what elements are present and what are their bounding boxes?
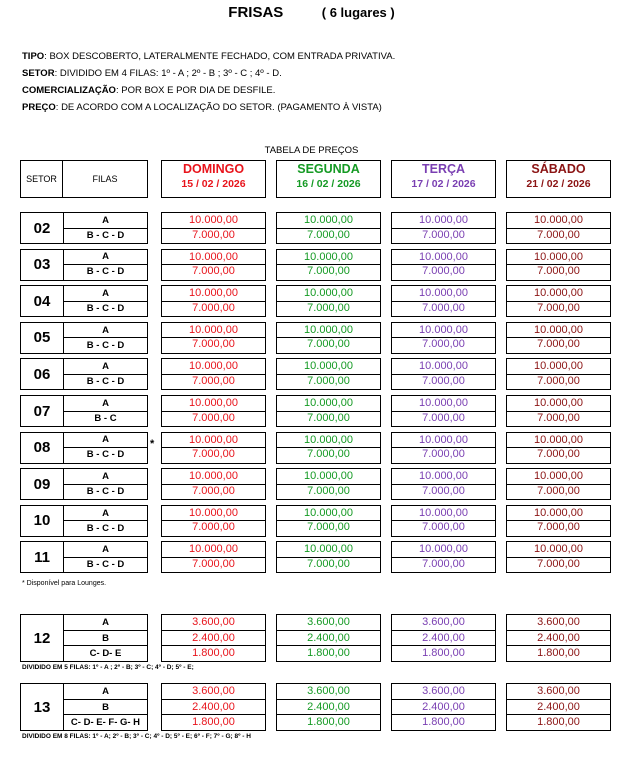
filas-column — [63, 359, 147, 389]
price-cell — [506, 432, 611, 464]
price-value: 2.400,00 — [507, 630, 610, 645]
price-value: 10.000,00 — [304, 250, 353, 263]
price-value: 10.000,00 — [419, 506, 468, 519]
price-value: 10.000,00 — [189, 360, 238, 373]
fila-label: B - C - D — [64, 228, 147, 243]
price-value: 7.000,00 — [277, 411, 380, 426]
info-text: : DE ACORDO COM A LOCALIZAÇÃO DO SETOR. (PAGAMENTO À VISTA) — [55, 102, 382, 113]
price-value: 7.000,00 — [507, 264, 610, 279]
price-cell — [391, 614, 496, 662]
price-value: 10.000,00 — [534, 360, 583, 373]
price-value: 7.000,00 — [162, 301, 265, 316]
price-value: 7.000,00 — [277, 557, 380, 572]
price-value: 10.000,00 — [304, 323, 353, 336]
price-cell — [391, 322, 496, 354]
price-cell — [391, 395, 496, 427]
info-label: PREÇO — [22, 102, 56, 113]
sector-number: 04 — [33, 292, 51, 310]
sector-number: 13 — [33, 698, 51, 716]
price-value: 7.000,00 — [277, 228, 380, 243]
fila-label: A — [102, 397, 109, 409]
price-value: 7.000,00 — [277, 301, 380, 316]
price-value: 7.000,00 — [277, 484, 380, 499]
price-value: 7.000,00 — [162, 557, 265, 572]
fila-label: C- D- E — [64, 645, 147, 660]
price-value: 3.600,00 — [307, 616, 350, 628]
price-cell — [391, 285, 496, 317]
price-value: 7.000,00 — [277, 337, 380, 352]
info-tipo — [22, 51, 395, 62]
sector-row — [20, 505, 148, 537]
price-value: 7.000,00 — [392, 484, 495, 499]
sector-number: 02 — [33, 219, 51, 237]
fila-label: B — [64, 630, 147, 645]
price-cell — [276, 468, 381, 500]
price-cell — [506, 683, 611, 731]
price-value: 1.800,00 — [392, 714, 495, 729]
price-cell — [506, 468, 611, 500]
price-cell — [276, 285, 381, 317]
price-cell — [161, 212, 266, 244]
price-cell — [161, 468, 266, 500]
price-value: 10.000,00 — [189, 287, 238, 300]
price-value: 10.000,00 — [189, 543, 238, 556]
sector-number: 08 — [33, 439, 51, 457]
fila-label: C- D- E- F- G- H — [64, 714, 147, 729]
sector-row — [20, 683, 148, 731]
info-text: : POR BOX E POR DIA DE DESFILE. — [115, 85, 276, 96]
price-cell — [506, 614, 611, 662]
price-value: 3.600,00 — [192, 616, 235, 628]
price-value: 1.800,00 — [162, 714, 265, 729]
info-label: SETOR — [22, 68, 55, 79]
price-value: 3.600,00 — [422, 616, 465, 628]
filas-column — [63, 469, 147, 499]
price-value: 3.600,00 — [537, 685, 580, 697]
day-date: 15 / 02 / 2026 — [181, 178, 246, 190]
price-value: 3.600,00 — [537, 616, 580, 628]
fila-label: A — [102, 287, 109, 299]
fila-label: A — [102, 686, 109, 697]
price-value: 10.000,00 — [419, 360, 468, 373]
price-cell — [276, 683, 381, 731]
price-cell — [161, 432, 266, 464]
info-label: TIPO — [22, 51, 45, 62]
price-cell — [391, 432, 496, 464]
fila-label: A — [102, 507, 109, 519]
price-value: 10.000,00 — [419, 323, 468, 336]
price-value: 1.800,00 — [507, 645, 610, 660]
fila-label: B - C - D — [64, 557, 147, 572]
price-value: 10.000,00 — [534, 323, 583, 336]
price-value: 1.800,00 — [392, 645, 495, 660]
price-value: 7.000,00 — [392, 447, 495, 462]
day-name: SÁBADO — [531, 162, 586, 176]
price-value: 1.800,00 — [277, 645, 380, 660]
price-value: 10.000,00 — [304, 287, 353, 300]
price-value: 7.000,00 — [162, 264, 265, 279]
price-cell — [506, 358, 611, 390]
sector-row — [20, 322, 148, 354]
price-value: 10.000,00 — [419, 397, 468, 409]
filas-column — [63, 323, 147, 353]
price-value: 3.600,00 — [422, 685, 465, 697]
lounge-marker: * — [150, 437, 155, 450]
price-value: 7.000,00 — [162, 337, 265, 352]
price-cell — [391, 212, 496, 244]
price-value: 7.000,00 — [507, 447, 610, 462]
price-value: 7.000,00 — [277, 447, 380, 462]
price-value: 1.800,00 — [162, 645, 265, 660]
price-cell — [276, 395, 381, 427]
price-cell — [391, 468, 496, 500]
price-value: 10.000,00 — [189, 323, 238, 336]
filas-column — [63, 433, 147, 463]
price-value: 7.000,00 — [277, 374, 380, 389]
division-note: DIVIDIDO EM 5 FILAS: 1º - A ; 2º - B; 3º - C; 4º - D; 5º - E; — [22, 664, 194, 671]
sector-row — [20, 614, 148, 662]
day-name: DOMINGO — [182, 162, 245, 176]
price-value: 10.000,00 — [534, 506, 583, 519]
fila-label: A — [102, 214, 109, 226]
price-value: 7.000,00 — [392, 301, 495, 316]
fila-label: B - C - D — [64, 484, 147, 499]
header-filas: FILAS — [62, 160, 148, 198]
price-value: 2.400,00 — [162, 699, 265, 714]
fila-label: B — [64, 699, 147, 714]
price-cell — [391, 683, 496, 731]
price-value: 2.400,00 — [277, 699, 380, 714]
fila-label: B - C - D — [64, 337, 147, 352]
price-cell — [161, 683, 266, 731]
sector-number: 09 — [33, 475, 51, 493]
price-value: 10.000,00 — [534, 287, 583, 300]
price-value: 2.400,00 — [507, 699, 610, 714]
price-cell — [161, 395, 266, 427]
price-cell — [276, 432, 381, 464]
division-note: DIVIDIDO EM 8 FILAS: 1º - A; 2º - B; 3º - C; 4º - D; 5º - E; 6º - F; 7º - G; 8º - H — [22, 733, 251, 740]
page-subtitle: ( 6 lugares ) — [321, 5, 395, 20]
sector-number: 10 — [33, 512, 51, 530]
sector-row — [20, 468, 148, 500]
price-value: 10.000,00 — [534, 470, 583, 483]
sector-row — [20, 212, 148, 244]
filas-column — [63, 506, 147, 536]
price-value: 10.000,00 — [419, 214, 468, 226]
price-value: 10.000,00 — [534, 397, 583, 409]
price-value: 10.000,00 — [419, 543, 468, 556]
sector-row — [20, 541, 148, 573]
price-cell — [161, 249, 266, 281]
price-value: 10.000,00 — [304, 433, 353, 446]
price-value: 10.000,00 — [419, 433, 468, 446]
price-cell — [161, 505, 266, 537]
fila-label: B - C - D — [64, 520, 147, 535]
filas-column — [63, 213, 147, 243]
filas-column — [63, 250, 147, 280]
price-value: 2.400,00 — [392, 630, 495, 645]
price-value: 2.400,00 — [162, 630, 265, 645]
sector-row — [20, 285, 148, 317]
price-value: 10.000,00 — [304, 360, 353, 373]
price-value: 10.000,00 — [534, 250, 583, 263]
price-cell — [276, 614, 381, 662]
price-value: 1.800,00 — [507, 714, 610, 729]
price-value: 10.000,00 — [189, 433, 238, 446]
price-value: 7.000,00 — [507, 557, 610, 572]
header-day — [161, 160, 266, 198]
day-name: TERÇA — [421, 162, 466, 176]
price-value: 10.000,00 — [189, 250, 238, 263]
price-value: 1.800,00 — [277, 714, 380, 729]
price-value: 7.000,00 — [162, 520, 265, 535]
fila-label: A — [102, 251, 109, 263]
filas-column — [63, 684, 147, 730]
price-value: 7.000,00 — [507, 337, 610, 352]
price-cell — [391, 541, 496, 573]
sector-row — [20, 432, 148, 464]
price-value: 10.000,00 — [189, 506, 238, 519]
price-cell — [161, 358, 266, 390]
info-comercializacao — [22, 85, 275, 96]
info-setor — [22, 68, 282, 79]
fila-label: B - C - D — [64, 447, 147, 462]
price-cell — [391, 358, 496, 390]
price-value: 7.000,00 — [507, 228, 610, 243]
sector-row — [20, 358, 148, 390]
sector-row — [20, 249, 148, 281]
price-cell — [506, 285, 611, 317]
price-value: 7.000,00 — [392, 264, 495, 279]
price-value: 3.600,00 — [192, 685, 235, 697]
info-preco — [22, 102, 382, 113]
price-cell — [276, 541, 381, 573]
price-cell — [506, 395, 611, 427]
filas-column — [63, 396, 147, 426]
sector-number: 03 — [33, 256, 51, 274]
sector-row — [20, 395, 148, 427]
fila-label: A — [102, 617, 109, 628]
price-value: 10.000,00 — [189, 214, 238, 226]
filas-column — [63, 286, 147, 316]
price-value: 2.400,00 — [392, 699, 495, 714]
price-cell — [161, 614, 266, 662]
price-value: 7.000,00 — [162, 411, 265, 426]
fila-label: B - C - D — [64, 264, 147, 279]
price-cell — [276, 249, 381, 281]
fila-label: B - C — [64, 411, 147, 426]
fila-label: A — [102, 544, 109, 556]
price-cell — [161, 322, 266, 354]
price-value: 10.000,00 — [534, 433, 583, 446]
price-cell — [391, 505, 496, 537]
page-title-row — [0, 4, 623, 22]
header-day — [506, 160, 611, 198]
price-value: 7.000,00 — [392, 557, 495, 572]
price-value: 10.000,00 — [419, 470, 468, 483]
price-cell — [276, 322, 381, 354]
price-value: 7.000,00 — [507, 520, 610, 535]
price-value: 7.000,00 — [277, 264, 380, 279]
price-value: 10.000,00 — [419, 287, 468, 300]
price-value: 10.000,00 — [304, 506, 353, 519]
lounge-note: * Disponível para Lounges. — [22, 580, 107, 587]
header-day — [391, 160, 496, 198]
price-value: 10.000,00 — [419, 250, 468, 263]
sector-number: 11 — [34, 548, 50, 566]
fila-label: B - C - D — [64, 374, 147, 389]
price-value: 10.000,00 — [189, 397, 238, 409]
price-value: 10.000,00 — [189, 470, 238, 483]
day-name: SEGUNDA — [297, 162, 360, 176]
fila-label: A — [102, 361, 109, 373]
price-cell — [391, 249, 496, 281]
sector-number: 06 — [33, 365, 51, 383]
price-cell — [161, 541, 266, 573]
price-cell — [506, 541, 611, 573]
price-cell — [506, 212, 611, 244]
price-value: 10.000,00 — [304, 397, 353, 409]
fila-label: A — [102, 324, 109, 336]
price-value: 7.000,00 — [162, 374, 265, 389]
filas-column — [63, 542, 147, 572]
info-text: : DIVIDIDO EM 4 FILAS: 1º - A ; 2º - B ; 3º - C ; 4º - D. — [54, 68, 282, 79]
price-value: 3.600,00 — [307, 685, 350, 697]
fila-label: B - C - D — [64, 301, 147, 316]
price-cell — [276, 212, 381, 244]
fila-label: A — [102, 470, 109, 482]
filas-column — [63, 615, 147, 661]
price-value: 7.000,00 — [392, 337, 495, 352]
price-cell — [506, 249, 611, 281]
sector-number: 05 — [33, 329, 51, 347]
price-cell — [276, 505, 381, 537]
price-cell — [276, 358, 381, 390]
header-day — [276, 160, 381, 198]
fila-label: A — [102, 434, 109, 446]
price-value: 2.400,00 — [277, 630, 380, 645]
price-value: 7.000,00 — [507, 301, 610, 316]
day-date: 21 / 02 / 2026 — [526, 178, 591, 190]
price-value: 7.000,00 — [507, 484, 610, 499]
price-value: 7.000,00 — [392, 520, 495, 535]
info-text: : BOX DESCOBERTO, LATERALMENTE FECHADO, COM ENTRADA PRIVATIVA. — [44, 51, 396, 62]
header-setor: SETOR — [20, 160, 63, 198]
price-cell — [506, 322, 611, 354]
day-date: 16 / 02 / 2026 — [296, 178, 361, 190]
sector-number: 07 — [33, 402, 51, 420]
price-value: 7.000,00 — [277, 520, 380, 535]
price-value: 7.000,00 — [507, 374, 610, 389]
price-value: 10.000,00 — [304, 543, 353, 556]
price-value: 10.000,00 — [534, 214, 583, 226]
price-value: 10.000,00 — [304, 214, 353, 226]
price-value: 10.000,00 — [304, 470, 353, 483]
price-value: 7.000,00 — [392, 374, 495, 389]
price-value: 7.000,00 — [392, 411, 495, 426]
price-cell — [161, 285, 266, 317]
price-value: 7.000,00 — [392, 228, 495, 243]
price-value: 7.000,00 — [162, 228, 265, 243]
price-value: 10.000,00 — [534, 543, 583, 556]
info-label: COMERCIALIZAÇÃO — [22, 85, 116, 96]
page-title: FRISAS — [228, 4, 284, 21]
day-date: 17 / 02 / 2026 — [411, 178, 476, 190]
table-caption: TABELA DE PREÇOS — [264, 145, 359, 156]
price-cell — [506, 505, 611, 537]
price-value: 7.000,00 — [162, 484, 265, 499]
sector-number: 12 — [33, 629, 51, 647]
price-value: 7.000,00 — [162, 447, 265, 462]
price-value: 7.000,00 — [507, 411, 610, 426]
